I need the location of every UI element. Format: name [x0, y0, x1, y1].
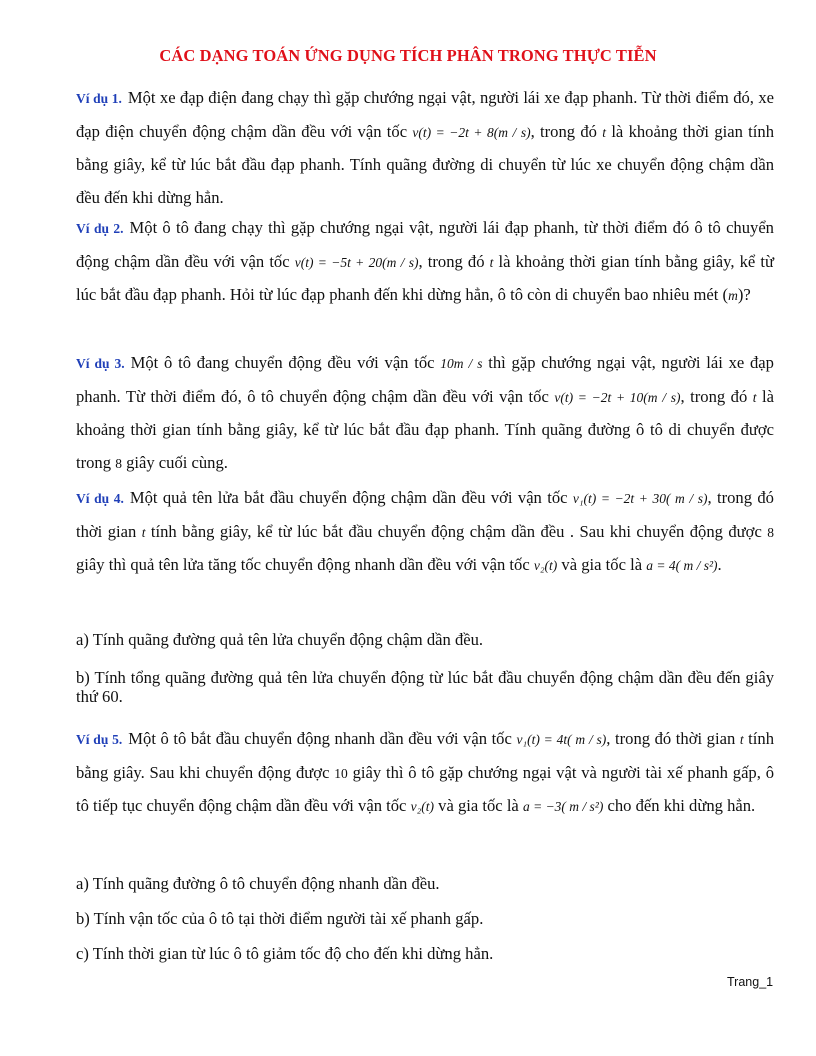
example-4-text-4: giây thì quả tên lửa tăng tốc chuyển động nhanh dần đều với vận tốc [76, 555, 534, 574]
page-number: Trang_1 [727, 975, 774, 989]
example-2-text-2: , trong đó [418, 251, 490, 271]
example-1-variable-t: t [602, 124, 607, 140]
example-5-text-6: cho đến khi dừng hẳn. [603, 796, 756, 815]
example-1-label: Ví dụ 1. [76, 91, 122, 106]
example-4-text-6: . [717, 555, 722, 574]
example-5-velocity-v1-formula: v₁(t) = 4t( m / s) [516, 732, 607, 747]
example-4-part-b: b) Tính tổng quãng đường quả tên lửa chuyển động từ lúc bắt đầu chuyển động chậm dần đều đến giây thứ 60. [76, 668, 774, 706]
example-4-part-a: a) Tính quãng đường quả tên lửa chuyển động chậm dần đều. [76, 630, 484, 649]
example-4-variable-t: t [141, 524, 146, 540]
example-1-velocity-formula: v(t) = −2t + 8(m / s) [412, 124, 531, 140]
example-5-text-2: , trong đó thời gian [606, 729, 740, 748]
example-1 [76, 82, 774, 214]
example-4-number-8: 8 [767, 524, 774, 540]
example-3 [76, 347, 774, 480]
example-3-text-4: là khoảng thời gian tính bằng giây, kể từ lúc bắt đầu đạp phanh. Tính quãng đường ô tô di chuyển được trong [76, 386, 775, 472]
example-5-part-b: b) Tính vận tốc của ô tô tại thời điểm người tài xế phanh gấp. [76, 909, 484, 928]
example-4-velocity-v2: v₂(t) [533, 558, 558, 573]
example-3-velocity-formula: v(t) = −2t + 10(m / s) [554, 389, 681, 405]
example-4-acceleration: a = 4( m / s²) [646, 558, 718, 573]
example-3-text-2: thì gặp chướng ngại vật, người lái xe đạp phanh. Từ thời điểm đó, ô tô chuyển động chậm dần đều với vận tốc [76, 353, 774, 406]
example-5-variable-t: t [739, 732, 744, 747]
example-2-unit-m: m [728, 288, 738, 303]
example-2-variable-t: t [489, 254, 494, 270]
example-3-text-1: Một ô tô đang chuyển động đều với vận tốc [130, 353, 441, 372]
example-3-text-3: , trong đó [680, 386, 753, 406]
example-4-label: Ví dụ 4. [76, 491, 124, 506]
example-2-velocity-formula: v(t) = −5t + 20(m / s) [294, 254, 419, 270]
example-5-part-a: a) Tính quãng đường ô tô chuyển động nhanh dần đều. [76, 874, 440, 893]
example-2-text-3: là khoảng thời gian tính bằng giây, kể từ lúc bắt đầu đạp phanh. Hỏi từ lúc đạp phanh đến khi dừng hẳn, ô tô còn di chuyển bao nhiêu mét ( [76, 251, 774, 304]
example-5-text-3: tính bằng giây. Sau khi chuyển động được [76, 729, 774, 782]
example-3-number-8: 8 [115, 455, 122, 471]
example-2-label: Ví dụ 2. [76, 221, 124, 236]
example-5-part-c: c) Tính thời gian từ lúc ô tô giảm tốc độ cho đến khi dừng hẳn. [76, 944, 494, 963]
example-4 [76, 482, 774, 583]
example-4-text-3: tính bằng giây, kể từ lúc bắt đầu chuyển động chậm dần đều . Sau khi chuyển động được [145, 521, 768, 541]
example-5-number-10: 10 [334, 765, 348, 781]
example-3-text-5: giây cuối cùng. [121, 452, 228, 472]
example-5-acceleration: a = −3( m / s²) [522, 799, 604, 814]
example-1-text-3: là khoảng thời gian tính bằng giây, kể từ lúc bắt đầu đạp phanh. Tính quãng đường di chuyển từ lúc xe chuyển động chậm dần đều đến khi dừng hẳn. [76, 121, 775, 207]
example-4-text-5: và gia tốc là [557, 555, 647, 574]
example-5 [76, 723, 774, 824]
example-3-initial-velocity: 10m / s [440, 356, 483, 371]
example-4-text-2: , trong đó thời gian [76, 488, 774, 541]
example-4-velocity-v1-formula: v₁(t) = −2t + 30( m / s) [572, 491, 708, 506]
example-3-label: Ví dụ 3. [76, 356, 125, 371]
example-4-text-1: Một quả tên lửa bắt đầu chuyển động chậm dần đều với vận tốc [129, 488, 573, 507]
example-2-text-1: Một ô tô đang chạy thì gặp chướng ngại vật, người lái đạp phanh, từ thời điểm đó ô tô chuyển động chậm dần đều với vận tốc [76, 218, 774, 271]
example-2-text-4: )? [737, 285, 751, 304]
example-5-velocity-v2: v₂(t) [410, 799, 435, 814]
example-1-text-1: Một xe đạp điện đang chạy thì gặp chướng ngại vật, người lái xe đạp phanh. Từ thời điểm đó, xe đạp điện chuyển động chậm dần đều với vận tốc [76, 88, 774, 141]
example-5-label: Ví dụ 5. [76, 732, 123, 747]
example-2 [76, 212, 774, 313]
example-1-text-2: , trong đó [530, 121, 603, 141]
example-5-text-5: và gia tốc là [434, 796, 523, 815]
page-title: CÁC DẠNG TOÁN ỨNG DỤNG TÍCH PHÂN TRONG THỰC TIỄN [159, 46, 657, 65]
example-3-variable-t: t [752, 389, 757, 405]
example-5-text-1: Một ô tô bắt đầu chuyển động nhanh dần đều với vận tốc [128, 729, 517, 748]
example-5-text-4: giây thì ô tô gặp chướng ngại vật và người tài xế phanh gấp, ô tô tiếp tục chuyển động chậm dần đều với vận tốc [76, 762, 774, 815]
